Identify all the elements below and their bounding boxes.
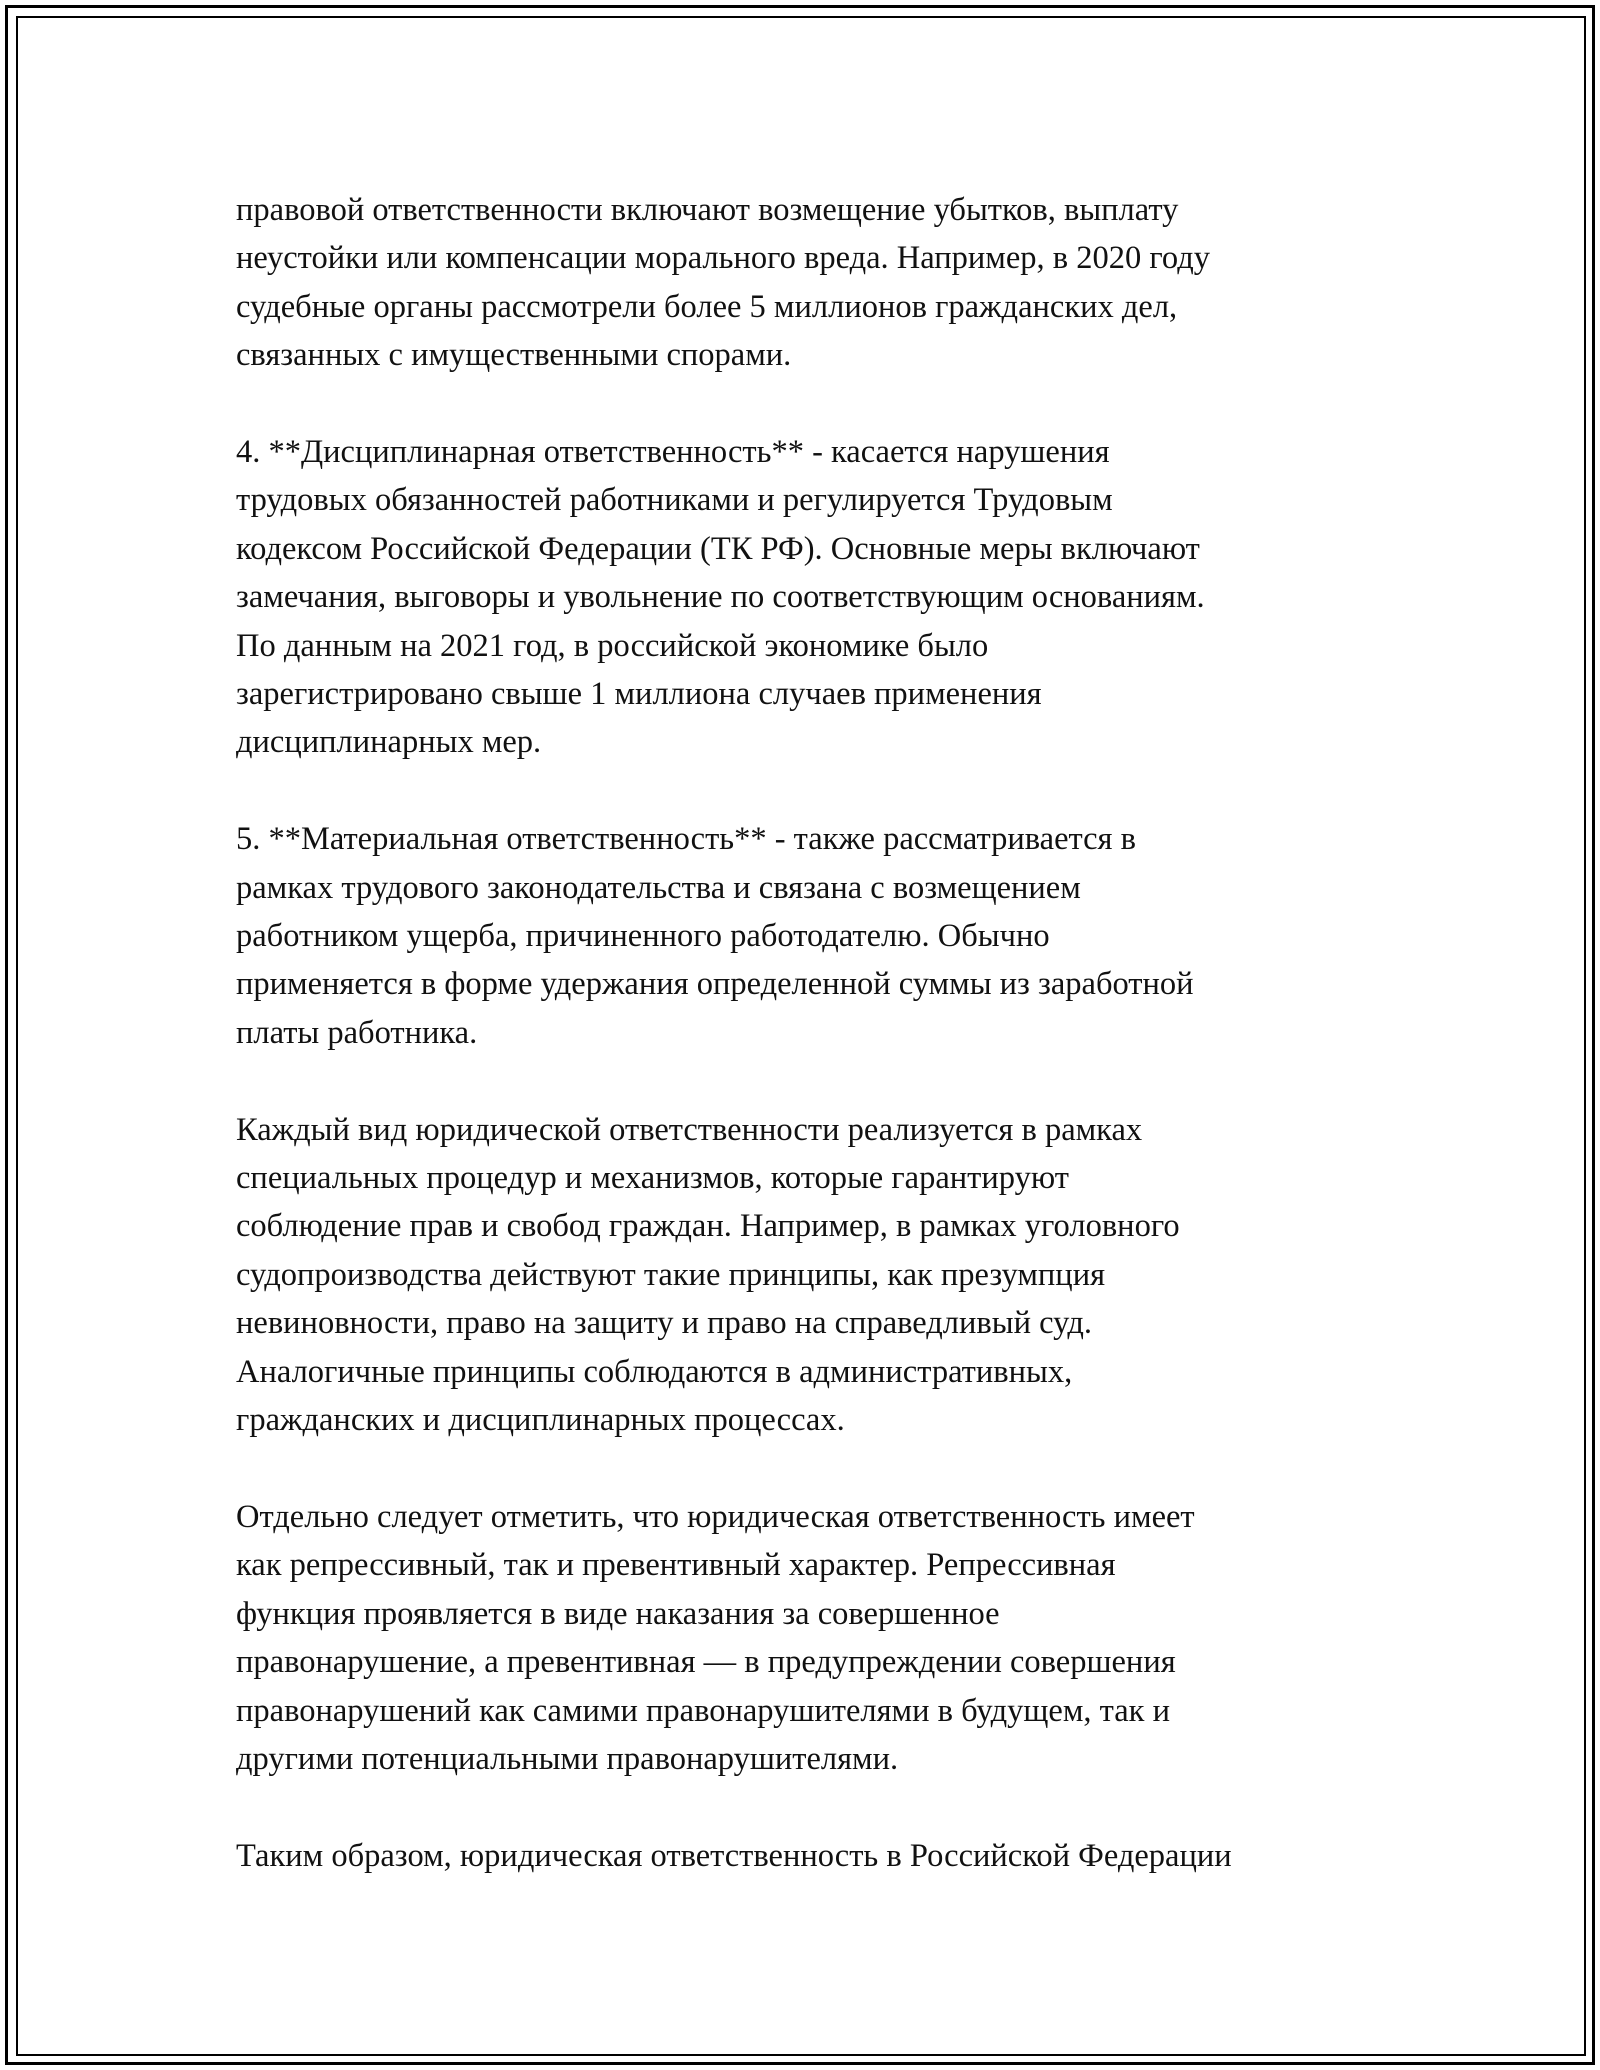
text-line: судопроизводства действуют такие принципы, как презумпция	[236, 1256, 1106, 1293]
text-line: правовой ответственности включают возмещение убытков, выплату	[236, 192, 1179, 228]
text-line: связанных с имущественными спорами.	[236, 337, 792, 374]
text-line: Отдельно следует отметить, что юридическая ответственность имеет	[236, 1498, 1195, 1535]
paragraph	[236, 1106, 1416, 1445]
paragraph	[236, 815, 1416, 1057]
text-line: рамках трудового законодательства и связана с возмещением	[236, 869, 1081, 906]
text-line: Таким образом, юридическая ответственность в Российской Федерации	[236, 1837, 1232, 1874]
text-line: кодексом Российской Федерации (ТК РФ). Основные меры включают	[236, 530, 1200, 567]
text-line: гражданских и дисциплинарных процессах.	[236, 1402, 845, 1439]
text-line: трудовых обязанностей работниками и регулируется Трудовым	[236, 482, 1113, 519]
text-line: как репрессивный, так и превентивный характер. Репрессивная	[236, 1547, 1116, 1584]
document-body	[236, 186, 1416, 1929]
text-line: другими потенциальными правонарушителями.	[236, 1740, 899, 1777]
paragraph	[236, 1493, 1416, 1783]
text-line: работником ущерба, причиненного работодателю. Обычно	[236, 918, 1050, 955]
text-line: По данным на 2021 год, в российской экономике было	[236, 627, 989, 664]
text-line: Каждый вид юридической ответственности реализуется в рамках	[236, 1111, 1143, 1148]
paragraph	[236, 1832, 1416, 1880]
text-line: соблюдение прав и свобод граждан. Например, в рамках уголовного	[236, 1208, 1180, 1245]
text-line: правонарушений как самими правонарушителями в будущем, так и	[236, 1692, 1170, 1729]
paragraph	[236, 428, 1416, 767]
text-line: 4. **Дисциплинарная ответственность** - касается нарушения	[236, 434, 1110, 471]
text-line: применяется в форме удержания определенной суммы из заработной	[236, 966, 1194, 1003]
paragraph	[236, 186, 1416, 380]
text-line: замечания, выговоры и увольнение по соответствующим основаниям.	[236, 579, 1205, 616]
text-line: правонарушение, а превентивная — в предупреждении совершения	[236, 1644, 1176, 1681]
text-line: Аналогичные принципы соблюдаются в административных,	[236, 1353, 1073, 1390]
text-line: неустойки или компенсации морального вреда. Например, в 2020 году	[236, 240, 1211, 277]
text-line: судебные органы рассмотрели более 5 миллионов гражданских дел,	[236, 288, 1178, 325]
text-line: дисциплинарных мер.	[236, 724, 542, 761]
text-line: функция проявляется в виде наказания за совершенное	[236, 1595, 1000, 1632]
text-line: невиновности, право на защиту и право на справедливый суд.	[236, 1305, 1092, 1342]
text-line: зарегистрировано свыше 1 миллиона случаев применения	[236, 676, 1042, 713]
text-line: платы работника.	[236, 1014, 478, 1051]
text-line: специальных процедур и механизмов, которые гарантируют	[236, 1160, 1069, 1197]
text-line: 5. **Материальная ответственность** - также рассматривается в	[236, 821, 1136, 858]
